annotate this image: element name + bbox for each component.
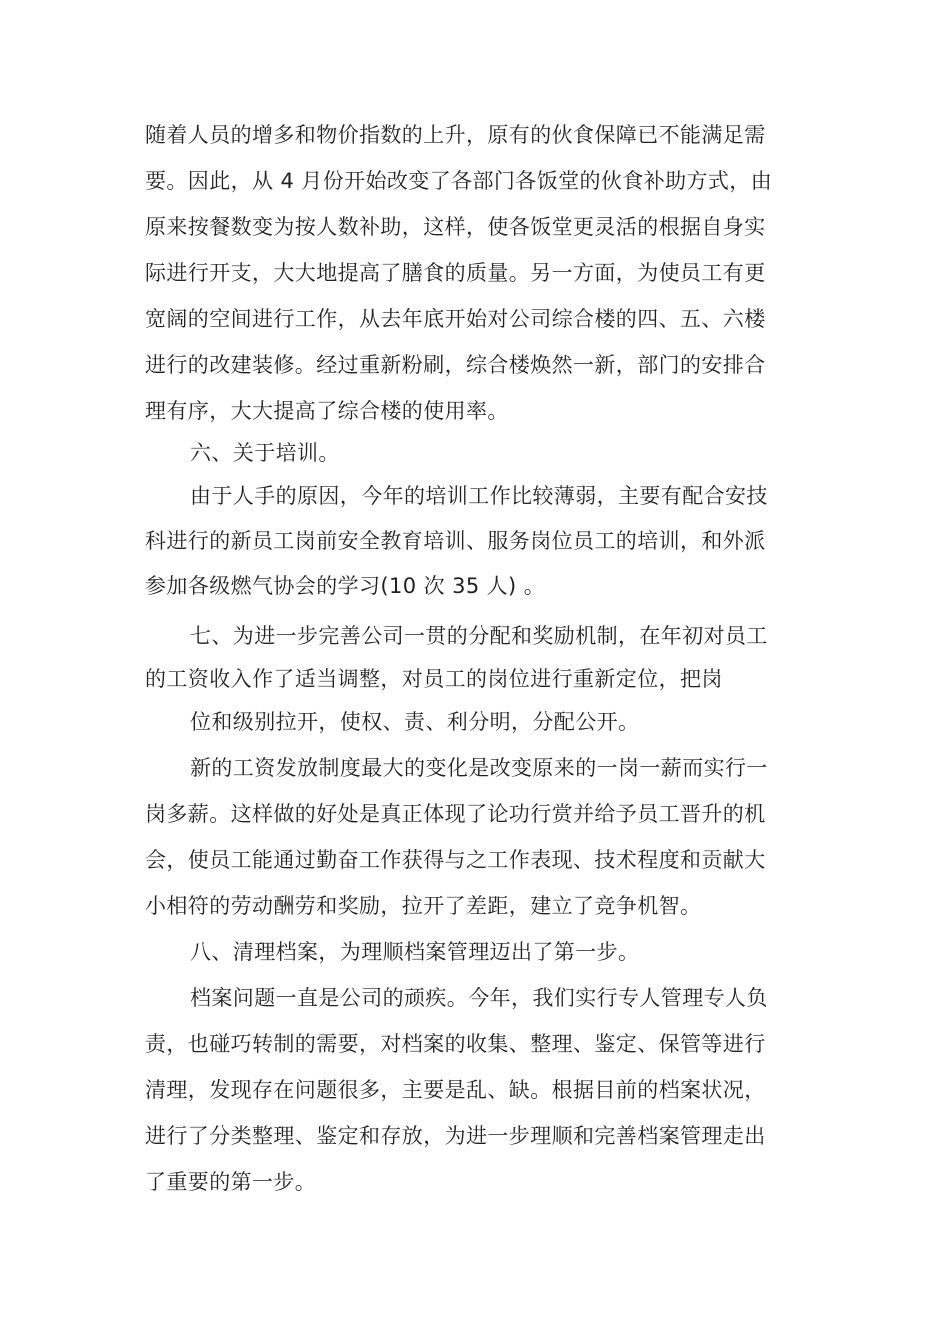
text-line: 会，使员工能通过勤奋工作获得与之工作表现、技术程度和贡献大 (145, 848, 766, 872)
text-line: 要。因此，从 4 月份开始改变了各部门各饭堂的伙食补助方式，由 (145, 169, 773, 193)
text-line: 档案问题一直是公司的顽疾。今年，我们实行专人管理专人负 (190, 986, 768, 1010)
text-line: 由于人手的原因，今年的培训工作比较薄弱，主要有配合安技 (190, 484, 768, 508)
text-line: 际进行开支，大大地提高了膳食的质量。另一方面，为使员工有更 (145, 261, 766, 285)
section-heading: 七、为进一步完善公司一贯的分配和奖励机制，在年初对员工 (190, 624, 768, 648)
text-line: 进行了分类整理、鉴定和存放，为进一步理顺和完善档案管理走出 (145, 1124, 766, 1148)
section-heading: 六、关于培训。 (190, 441, 340, 465)
text-line: 科进行的新员工岗前安全教育培训、服务岗位员工的培训，和外派 (145, 529, 766, 553)
text-line: 进行的改建装修。经过重新粉刷，综合楼焕然一新，部门的安排合 (145, 353, 766, 377)
text-line: 小相符的劳动酬劳和奖励，拉开了差距，建立了竞争机智。 (145, 894, 702, 918)
text-line: 宽阔的空间进行工作，从去年底开始对公司综合楼的四、五、六楼 (145, 307, 766, 331)
text-line: 参加各级燃气协会的学习(10 次 35 人) 。 (145, 574, 546, 598)
text-line: 的工资收入作了适当调整，对员工的岗位进行重新定位，把岗 (145, 667, 723, 691)
section-heading: 八、清理档案，为理顺档案管理迈出了第一步。 (190, 940, 640, 964)
text-line: 随着人员的增多和物价指数的上升，原有的伙食保障已不能满足需 (145, 123, 766, 147)
text-line: 位和级别拉开，使权、责、利分明，分配公开。 (190, 710, 640, 734)
text-line: 理有序，大大提高了综合楼的使用率。 (145, 399, 509, 423)
text-line: 岗多薪。这样做的好处是真正体现了论功行赏并给予员工晋升的机 (145, 802, 766, 826)
text-line: 责，也碰巧转制的需要，对档案的收集、整理、鉴定、保管等进行 (145, 1032, 766, 1056)
text-line: 了重要的第一步。 (145, 1170, 317, 1194)
text-line: 清理，发现存在问题很多，主要是乱、缺。根据目前的档案状况， (145, 1078, 766, 1102)
text-line: 原来按餐数变为按人数补助，这样，使各饭堂更灵活的根据自身实 (145, 215, 766, 239)
text-line: 新的工资发放制度最大的变化是改变原来的一岗一薪而实行一 (190, 756, 768, 780)
